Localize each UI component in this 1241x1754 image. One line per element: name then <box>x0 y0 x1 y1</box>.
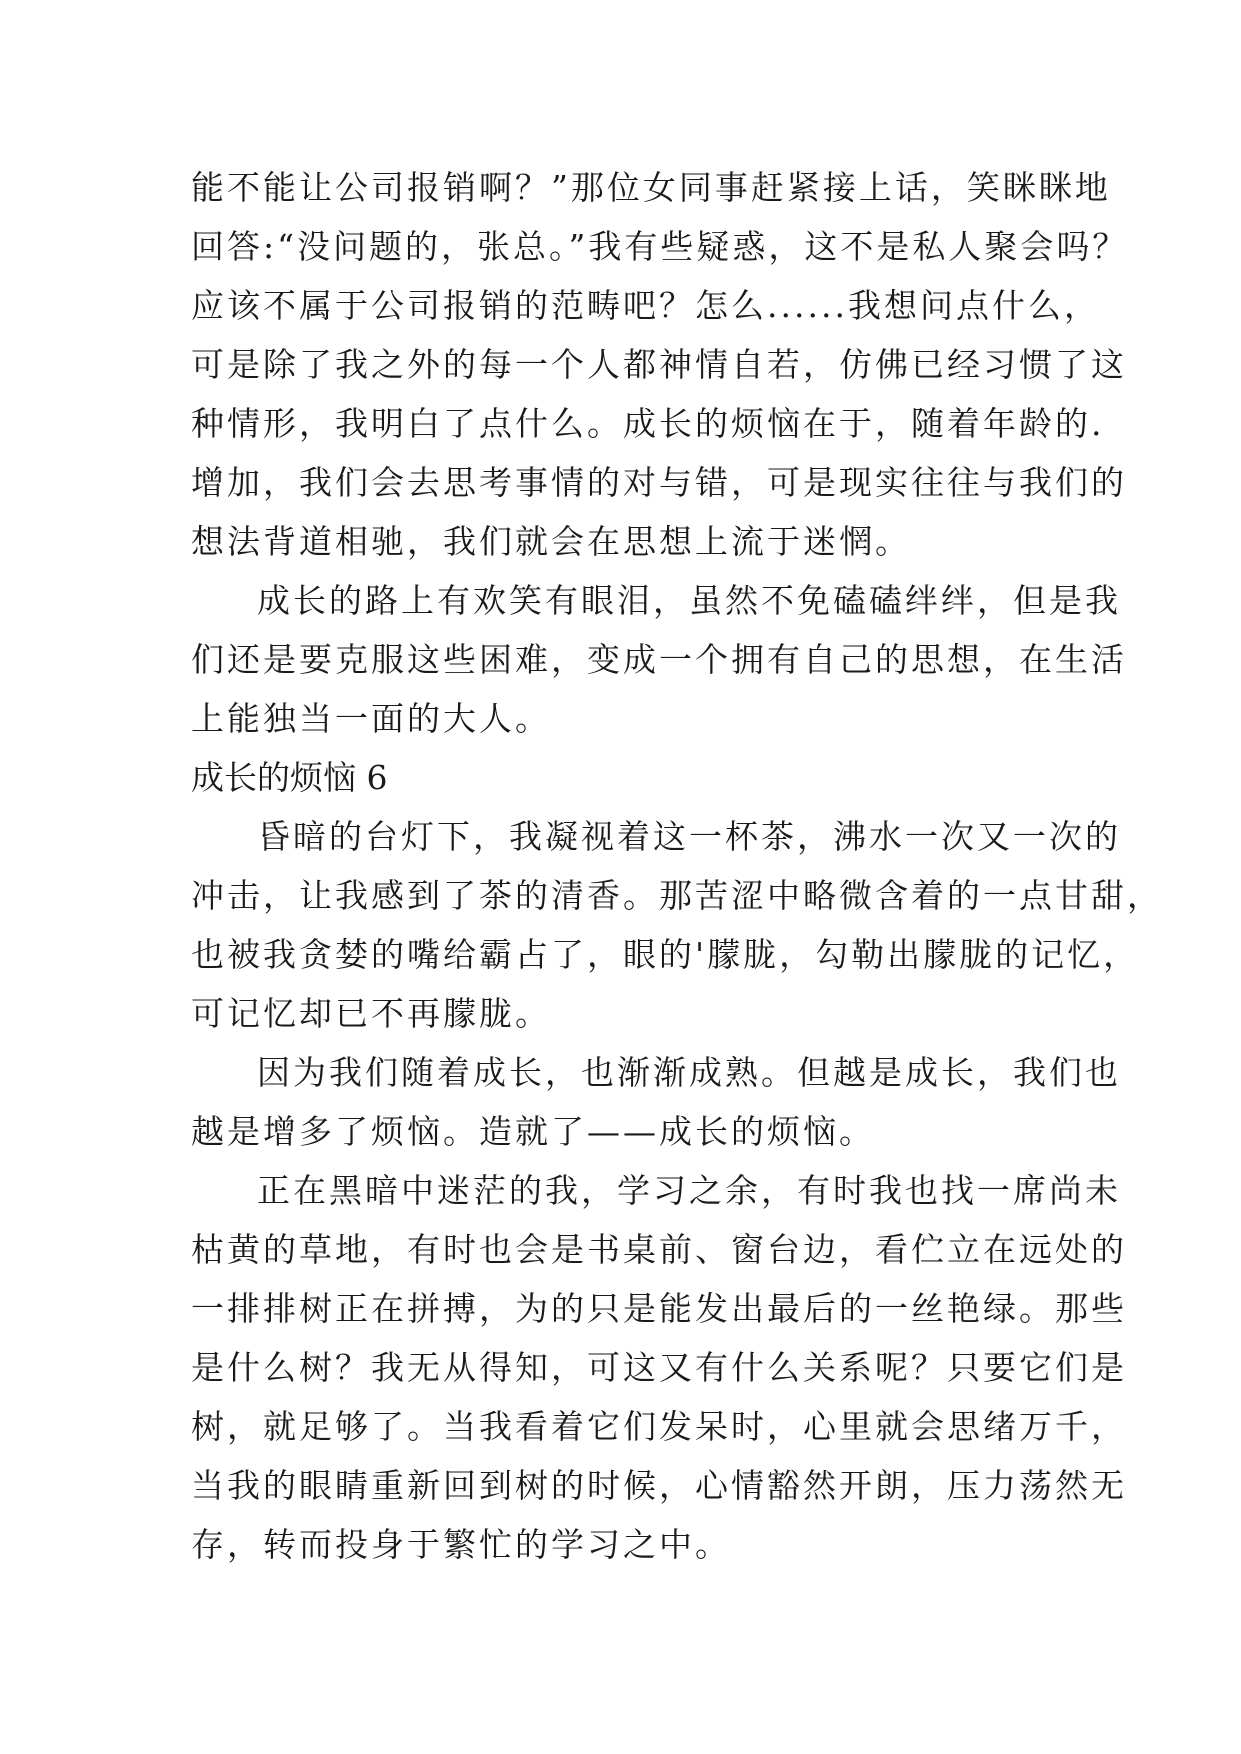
text-line: 冲击，让我感到了茶的清香。那苦涩中略微含着的一点甘甜， <box>191 876 1163 915</box>
text-line: 们还是要克服这些困难，变成一个拥有自己的思想，在生活 <box>191 640 1127 679</box>
text-line: 正在黑暗中迷茫的我，学习之余，有时我也找一席尚未 <box>257 1171 1121 1210</box>
text-line: 存，转而投身于繁忙的学习之中。 <box>191 1525 731 1564</box>
text-line: 枯黄的草地，有时也会是书桌前、窗台边，看伫立在远处的 <box>191 1230 1127 1269</box>
text-line: 也被我贪婪的嘴给霸占了，眼的'朦胧，勾勒出朦胧的记忆， <box>191 935 1140 974</box>
text-line: 越是增多了烦恼。造就了——成长的烦恼。 <box>191 1112 875 1151</box>
text-line: 可是除了我之外的每一个人都神情自若，仿佛已经习惯了这 <box>191 345 1127 384</box>
text-line: 是什么树？我无从得知，可这又有什么关系呢？只要它们是 <box>191 1348 1127 1387</box>
document-body <box>191 158 1163 1574</box>
text-line: 上能独当一面的大人。 <box>191 699 551 738</box>
text-line: 树，就足够了。当我看着它们发呆时，心里就会思绪万千， <box>191 1407 1127 1446</box>
text-line: 当我的眼睛重新回到树的时候，心情豁然开朗，压力荡然无 <box>191 1466 1127 1505</box>
text-line: 可记忆却已不再朦胧。 <box>191 994 551 1033</box>
text-line: 昏暗的台灯下，我凝视着这一杯茶，沸水一次又一次的 <box>257 817 1121 856</box>
text-line: 回答:“没问题的，张总。”我有些疑惑，这不是私人聚会吗？ <box>191 227 1129 266</box>
text-line: 成长的路上有欢笑有眼泪，虽然不免磕磕绊绊，但是我 <box>257 581 1121 620</box>
section-heading: 成长的烦恼 6 <box>191 758 388 797</box>
text-line: 增加，我们会去思考事情的对与错，可是现实往往与我们的 <box>191 463 1127 502</box>
text-line: 应该不属于公司报销的范畴吧？怎么......我想问点什么， <box>191 286 1100 325</box>
text-line: 因为我们随着成长，也渐渐成熟。但越是成长，我们也 <box>257 1053 1121 1092</box>
text-line: 能不能让公司报销啊？”那位女同事赶紧接上话，笑眯眯地 <box>191 168 1111 207</box>
text-line: 种情形，我明白了点什么。成长的烦恼在于，随着年龄的. <box>191 404 1105 443</box>
text-line: 一排排树正在拼搏，为的只是能发出最后的一丝艳绿。那些 <box>191 1289 1127 1328</box>
text-line: 想法背道相驰，我们就会在思想上流于迷惘。 <box>191 522 911 561</box>
